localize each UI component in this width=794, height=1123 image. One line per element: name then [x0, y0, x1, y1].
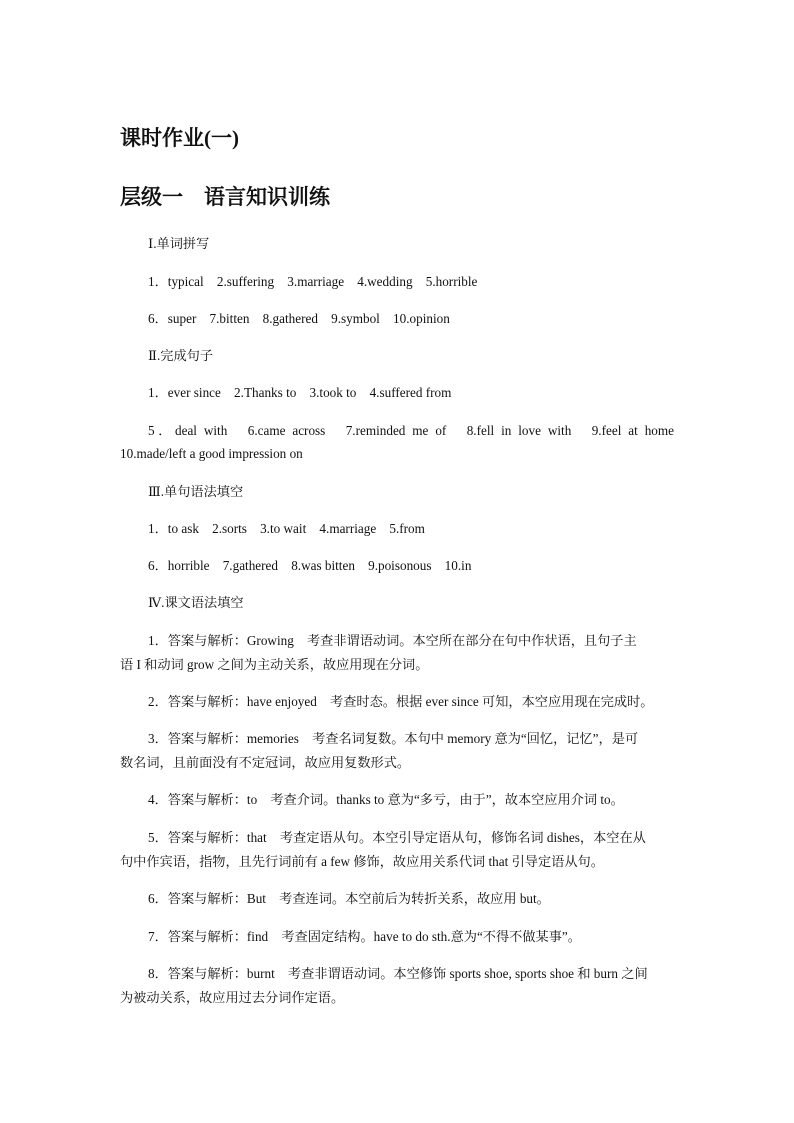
section-heading-spelling: Ⅰ.单词拼写 — [148, 236, 210, 251]
explanation-line: 2．答案与解析：have enjoyed 考查时态。根据 ever since 可知，本空应用现在完成时。 — [148, 694, 654, 709]
answer-line: 1．ever since 2.Thanks to 3.took to 4.suffered from — [148, 385, 452, 400]
answer-line: 1．to ask 2.sorts 3.to wait 4.marriage 5.from — [148, 521, 425, 536]
answer-line: 5．deal with 6.came across 7.reminded me of 8.fell in love with 9.feel at home — [148, 423, 674, 438]
answer-line: 6．horrible 7.gathered 8.was bitten 9.poisonous 10.in — [148, 558, 472, 573]
explanation-line: 5．答案与解析：that 考查定语从句。本空引导定语从句，修饰名词 dishes，本空在从 — [148, 830, 646, 845]
answer-line: 6．super 7.bitten 8.gathered 9.symbol 10.opinion — [148, 311, 450, 326]
explanation-line: 4．答案与解析：to 考查介词。thanks to 意为“多亏，由于”，故本空应用介词 to。 — [148, 792, 624, 807]
answer-line: 1．typical 2.suffering 3.marriage 4.wedding 5.horrible — [148, 274, 478, 289]
explanation-line: 8．答案与解析：burnt 考查非谓语动词。本空修饰 sports shoe, sports shoe 和 burn 之间 — [148, 966, 648, 981]
answer-line: 10.made/left a good impression on — [120, 446, 303, 461]
section-heading-text-grammar-fill: Ⅳ.课文语法填空 — [148, 595, 244, 610]
explanation-line: 语 I 和动词 grow 之间为主动关系，故应用现在分词。 — [120, 657, 429, 672]
explanation-line: 为被动关系，故应用过去分词作定语。 — [120, 990, 345, 1005]
explanation-line: 句中作宾语，指物，且先行词前有 a few 修饰，故应用关系代词 that 引导定语从句。 — [120, 854, 604, 869]
explanation-line: 6．答案与解析：But 考查连词。本空前后为转折关系，故应用 but。 — [148, 891, 550, 906]
section-heading-complete-sentences: Ⅱ.完成句子 — [148, 348, 214, 363]
section-heading-grammar-fill: Ⅲ.单句语法填空 — [148, 484, 244, 499]
explanation-line: 3．答案与解析：memories 考查名词复数。本句中 memory 意为“回忆，记忆”，是可 — [148, 731, 639, 746]
document-title: 课时作业(一) — [120, 126, 239, 150]
explanation-line: 数名词，且前面没有不定冠词，故应用复数形式。 — [120, 755, 411, 770]
explanation-line: 1．答案与解析：Growing 考查非谓语动词。本空所在部分在句中作状语，且句子主 — [148, 633, 637, 648]
explanation-line: 7．答案与解析：find 考查固定结构。have to do sth.意为“不得不做某事”。 — [148, 929, 581, 944]
level-title: 层级一 语言知识训练 — [120, 185, 330, 209]
